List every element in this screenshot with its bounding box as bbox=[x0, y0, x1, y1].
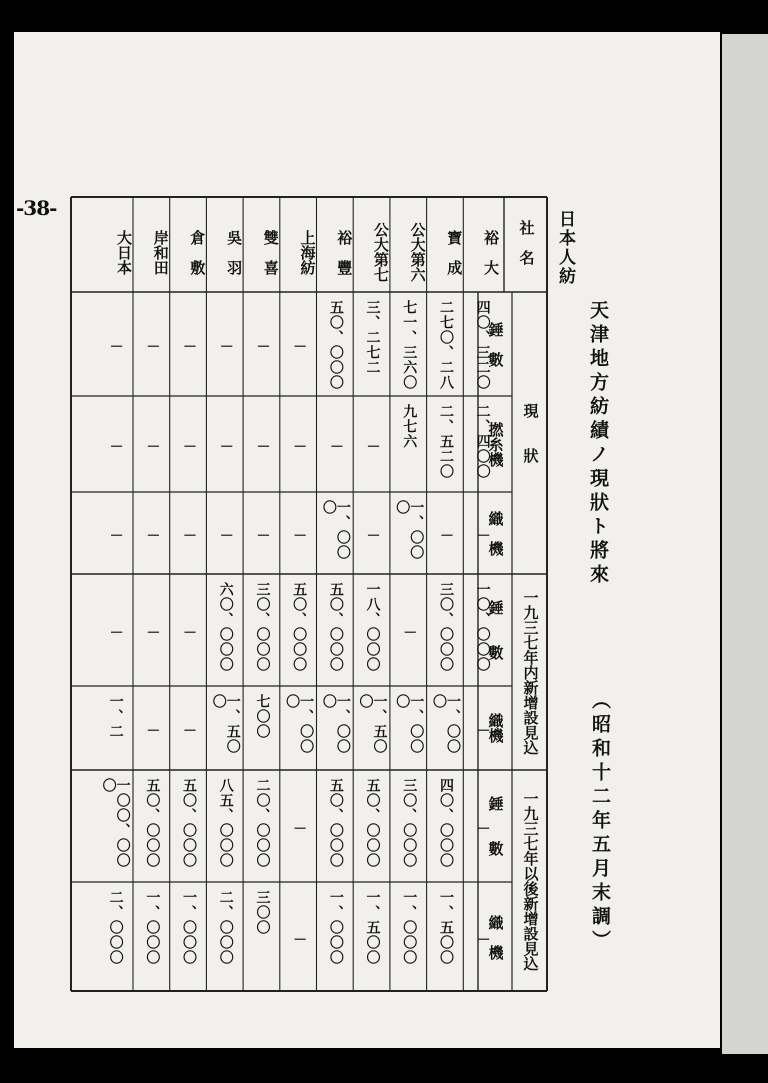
table-cell: － bbox=[437, 527, 454, 543]
table-cell: 三〇〇 bbox=[254, 890, 271, 935]
table-cell: 六〇、〇〇〇 bbox=[217, 582, 234, 672]
table-cell: 一、〇〇〇 bbox=[320, 500, 351, 560]
survey-date-note: （昭和十二年五月末調） bbox=[589, 690, 611, 954]
company-name: 雙 喜 bbox=[261, 229, 280, 275]
table-cell: 二、〇〇〇 bbox=[107, 890, 124, 965]
company-name: 裕 豐 bbox=[335, 229, 354, 275]
table-cell: 一、〇〇〇 bbox=[430, 694, 461, 754]
header-twisting: 撚糸機 bbox=[486, 421, 505, 467]
header-current: 現 狀 bbox=[521, 403, 540, 463]
table-cell: 三〇、〇〇〇 bbox=[254, 582, 271, 672]
group-label: 日本人紡 bbox=[555, 210, 575, 286]
table-cell: － bbox=[217, 438, 234, 454]
table-cell: － bbox=[291, 931, 308, 947]
table-cell: 五〇、〇〇〇 bbox=[181, 778, 198, 868]
table-cell: － bbox=[254, 338, 271, 354]
header-spindles: 錘 數 bbox=[486, 321, 505, 367]
page-number: -38- bbox=[16, 196, 57, 220]
table-cell: － bbox=[144, 527, 161, 543]
table-cell: 一、五〇〇 bbox=[357, 694, 388, 754]
table-cell: 五〇、〇〇〇 bbox=[291, 582, 308, 672]
company-name: 上海紡 bbox=[298, 229, 317, 275]
company-name: 吳 羽 bbox=[225, 229, 244, 275]
table-cell: － bbox=[144, 624, 161, 640]
table-cell: 八五、〇〇〇 bbox=[217, 778, 234, 868]
table-cell: 二、五二〇 bbox=[437, 404, 454, 479]
table-cell: 三〇、〇〇〇 bbox=[401, 778, 418, 868]
table-cell: － bbox=[401, 624, 418, 640]
table-cell: － bbox=[181, 338, 198, 354]
table-cell: 一、二 bbox=[107, 694, 124, 739]
table-cell: 一、〇〇〇 bbox=[181, 890, 198, 965]
header-later-looms: 織 機 bbox=[486, 914, 505, 960]
table-cell: 四〇、〇〇〇 bbox=[437, 778, 454, 868]
table-cell: 七一、三六〇 bbox=[401, 300, 418, 390]
table-cell: 一、〇〇〇 bbox=[144, 890, 161, 965]
table-cell: － bbox=[144, 338, 161, 354]
mill-status-table bbox=[70, 196, 548, 992]
table-cell: 三、二七二 bbox=[364, 300, 381, 375]
table-cell: － bbox=[181, 527, 198, 543]
table-cell: 四〇、三二〇 bbox=[474, 300, 491, 390]
table-cell: 二、四〇〇 bbox=[474, 404, 491, 479]
company-name: 寶 成 bbox=[445, 229, 464, 275]
table-cell: － bbox=[107, 338, 124, 354]
document-title: 天津地方紡績ノ現狀ト將來 bbox=[587, 300, 609, 588]
table-cell: 一八、〇〇〇 bbox=[364, 582, 381, 672]
table-cell: － bbox=[107, 438, 124, 454]
header-new-spindles: 錘 數 bbox=[486, 600, 505, 660]
table-cell: － bbox=[181, 722, 198, 738]
company-name: 公大第七 bbox=[371, 222, 390, 282]
company-name: 倉 敷 bbox=[188, 229, 207, 275]
table-cell: 七〇〇 bbox=[254, 694, 271, 739]
table-cell: 九七六 bbox=[401, 404, 418, 449]
table-cell: － bbox=[217, 527, 234, 543]
table-cell: － bbox=[217, 338, 234, 354]
table-cell: 一、〇〇〇 bbox=[327, 890, 344, 965]
next-page-edge bbox=[722, 34, 768, 1054]
table-cell: 一、〇〇〇 bbox=[394, 500, 425, 560]
table-cell: 一、五〇〇 bbox=[364, 890, 381, 965]
table-cell: 五〇、〇〇〇 bbox=[364, 778, 381, 868]
table-cell: 五〇、〇〇〇 bbox=[327, 582, 344, 672]
company-name: 大日本 bbox=[114, 229, 133, 275]
header-future-1937: 一九三七年内新增設見込 bbox=[521, 589, 540, 755]
company-name: 裕 大 bbox=[481, 229, 500, 275]
table-cell: 一、〇〇〇 bbox=[284, 694, 315, 754]
table-cell: － bbox=[107, 624, 124, 640]
table-cell: － bbox=[291, 527, 308, 543]
table-cell: 一、〇〇〇 bbox=[401, 890, 418, 965]
table-cell: － bbox=[474, 722, 491, 738]
table-cell: 一、五〇〇 bbox=[210, 694, 241, 754]
table-cell: － bbox=[474, 931, 491, 947]
table-cell: － bbox=[291, 438, 308, 454]
table-cell: － bbox=[181, 438, 198, 454]
table-cell: － bbox=[364, 438, 381, 454]
table-cell: － bbox=[474, 820, 491, 836]
header-looms: 織 機 bbox=[486, 510, 505, 556]
table-cell: 五〇、〇〇〇 bbox=[144, 778, 161, 868]
table-cell: － bbox=[254, 527, 271, 543]
table-cell: 二七〇、二八 bbox=[437, 300, 454, 390]
table-cell: 一〇、〇〇〇 bbox=[474, 582, 491, 672]
table-cell: 五〇、〇〇〇 bbox=[327, 300, 344, 390]
table-cell: 一、〇〇〇 bbox=[394, 694, 425, 754]
table-cell: － bbox=[291, 338, 308, 354]
table-cell: － bbox=[327, 438, 344, 454]
table-cell: － bbox=[144, 722, 161, 738]
table-cell: － bbox=[107, 527, 124, 543]
table-cell: － bbox=[474, 527, 491, 543]
table-cell: 二、〇〇〇 bbox=[217, 890, 234, 965]
table-cell: 一、〇〇〇 bbox=[320, 694, 351, 754]
table-cell: 一〇〇、〇〇〇 bbox=[100, 778, 131, 868]
table-cell: － bbox=[144, 438, 161, 454]
table-cell: － bbox=[181, 624, 198, 640]
table-cell: － bbox=[291, 820, 308, 836]
table-cell: 二〇、〇〇〇 bbox=[254, 778, 271, 868]
table-cell: 三〇、〇〇〇 bbox=[437, 582, 454, 672]
table-cell: － bbox=[364, 527, 381, 543]
table-cell: 一、五〇〇 bbox=[437, 890, 454, 965]
table-cell: － bbox=[254, 438, 271, 454]
company-name: 公大第六 bbox=[408, 222, 427, 282]
header-company: 社 名 bbox=[517, 219, 536, 265]
header-new-looms: 織機 bbox=[486, 713, 505, 743]
table-cell: 五〇、〇〇〇 bbox=[327, 778, 344, 868]
header-future-after: 一九三七年以後新增設見込 bbox=[521, 791, 540, 971]
header-later-spindles: 錘 數 bbox=[486, 796, 505, 856]
company-name: 岸和田 bbox=[151, 229, 170, 275]
